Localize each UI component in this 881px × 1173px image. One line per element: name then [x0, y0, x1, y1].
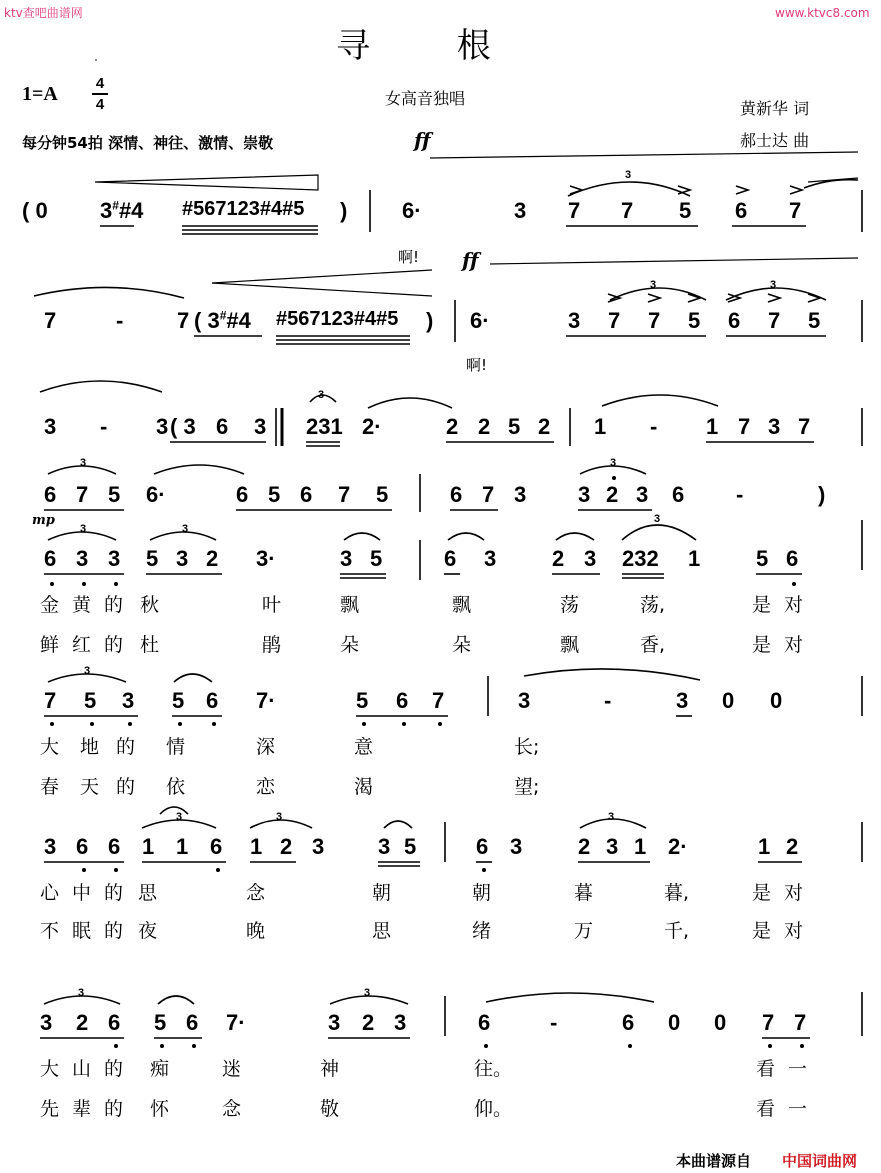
lyric-char: 痴 [150, 1058, 170, 1080]
lyric-char: 一 [788, 1058, 808, 1080]
lyric-char: 金 [40, 594, 60, 616]
note: 7 [432, 688, 445, 713]
note: 6 [396, 688, 409, 713]
note: 6 [444, 546, 457, 571]
slur [384, 821, 412, 828]
lyric-char: 万 [574, 920, 594, 942]
lyric-char: 晚 [246, 920, 266, 942]
lyric-char: 敬 [320, 1098, 340, 1120]
time-signature [92, 76, 108, 112]
slur [310, 395, 336, 402]
slur [344, 533, 380, 540]
time-signature-bottom: 4 [95, 96, 105, 113]
note: 5 [404, 834, 417, 859]
key-signature: 1=A [22, 83, 58, 105]
note: 5 [84, 688, 97, 713]
lyric-char: 先 [40, 1098, 60, 1120]
lyric-char: 仰。 [474, 1098, 513, 1120]
footer-source: 本曲谱源自 [676, 1152, 752, 1170]
slur [330, 996, 408, 1004]
note: 6 [728, 308, 741, 333]
lyric-char: 对 [784, 920, 804, 942]
note-run: #567123#4#5 [182, 198, 305, 220]
lyric-char: 地 [80, 736, 100, 758]
lyric-char: 朵 [452, 634, 472, 656]
note: 2 [76, 1010, 89, 1035]
slur [150, 532, 216, 540]
lyric-char: 荡, [640, 594, 666, 616]
lyric-char: 的 [116, 776, 136, 798]
note: 0 [714, 1010, 727, 1035]
note: 2 [206, 546, 219, 571]
slur [556, 533, 594, 540]
note: 7 [789, 198, 802, 223]
note: 1 [688, 546, 701, 571]
slur [48, 532, 116, 540]
note: 3 [636, 482, 649, 507]
slur [448, 533, 484, 540]
lyric-char: 荡 [560, 594, 580, 616]
note: 3 [176, 546, 189, 571]
performance-note: 女高音独唱 [385, 89, 466, 108]
lyric-char: 夜 [138, 920, 158, 942]
slur [726, 288, 826, 300]
lyric-char: 情 [166, 736, 186, 758]
lyric-char: 的 [104, 634, 124, 656]
note: 6 [735, 198, 748, 223]
time-signature-top: 4 [95, 75, 105, 92]
lyric-char: 长; [514, 736, 540, 758]
note: 7 [338, 482, 351, 507]
note: 6 [76, 834, 89, 859]
lyric-char: 渴 [354, 776, 374, 798]
note: 2 [362, 1010, 375, 1035]
svg-text:3: 3 [276, 811, 283, 823]
note: 3 [568, 308, 581, 333]
note: 6 [478, 1010, 491, 1035]
lyric-char: 的 [104, 1058, 124, 1080]
note: 7 [44, 688, 57, 713]
note: 6 [44, 546, 57, 571]
note: 7 [621, 198, 634, 223]
note: 3 [518, 688, 531, 713]
note: 6 [476, 834, 489, 859]
lyric-char: 念 [222, 1098, 242, 1120]
slur [804, 180, 858, 188]
note: 5 [370, 546, 383, 571]
lyric-char: 千, [664, 920, 690, 942]
note: ( 3 [194, 308, 220, 333]
lyric-char: 红 [72, 634, 92, 656]
lyric-char: 春 [40, 776, 60, 798]
time-signature-bar [92, 93, 108, 95]
note: 3 [122, 688, 135, 713]
note: 5 [108, 482, 121, 507]
slur [610, 288, 706, 300]
lyric-char: 叶 [262, 594, 282, 616]
lyric-line-1a [40, 590, 59, 617]
lyric-char: 怀 [150, 1098, 170, 1120]
note: #4 [118, 198, 144, 223]
note: 7· [226, 1010, 246, 1035]
lyric-char: 思 [372, 920, 392, 942]
lyric-char: 杜 [140, 634, 160, 656]
note: 2 [578, 834, 591, 859]
exclaim-2: 啊! [466, 356, 488, 374]
note: 1 [250, 834, 263, 859]
note: #4 [226, 308, 251, 333]
lyric-char: 念 [246, 882, 266, 904]
lyric-char: 是 [752, 634, 772, 656]
note: 7 [44, 308, 57, 333]
lyric-char: 辈 [72, 1098, 92, 1120]
note: 7 [798, 414, 811, 439]
slur [154, 465, 244, 474]
slur [580, 819, 646, 828]
note: 6 [622, 1010, 635, 1035]
note: 3 [484, 546, 497, 571]
note: 7 [568, 198, 581, 223]
lyric-char: 看 [756, 1058, 776, 1080]
note: 3 [156, 414, 169, 439]
note: - [604, 688, 612, 713]
slur [158, 996, 194, 1004]
slur [34, 287, 184, 298]
lyric-char: 迷 [222, 1058, 242, 1080]
note: 7· [256, 688, 276, 713]
slur [250, 820, 312, 828]
svg-text:3: 3 [80, 457, 87, 469]
note: 6 [108, 1010, 121, 1035]
note: 5 [268, 482, 281, 507]
note: 7 [608, 308, 621, 333]
lyric-char: 恋 [256, 776, 276, 798]
lyric-char: 对 [784, 594, 804, 616]
note: - [100, 414, 108, 439]
note: 1 [594, 414, 607, 439]
lyric-char: 望; [514, 776, 540, 798]
note: 5 [376, 482, 389, 507]
lyric-char: 的 [116, 736, 136, 758]
note: 5 [356, 688, 369, 713]
note: ( 0 [22, 198, 48, 223]
svg-text:3: 3 [182, 523, 189, 535]
note: 3 [378, 834, 391, 859]
note: - [116, 308, 124, 333]
crescendo-hairpin [95, 175, 318, 190]
note: 3 [44, 414, 57, 439]
lyric-char: 的 [104, 920, 124, 942]
note: 6 [216, 414, 229, 439]
lyric-char: 对 [784, 634, 804, 656]
note: 6 [210, 834, 223, 859]
lyric-char: 大 [40, 1058, 60, 1080]
note: 1 [634, 834, 647, 859]
note: 7 [768, 308, 781, 333]
lyric-char: 朵 [340, 634, 360, 656]
lyric-char: 深 [256, 736, 276, 758]
note: 0 [722, 688, 735, 713]
note: 6 [300, 482, 313, 507]
lyric-char: 鹃 [262, 634, 282, 656]
note: 7 [738, 414, 751, 439]
note: 6 [186, 1010, 199, 1035]
slur [160, 807, 188, 814]
note: 3 [254, 414, 267, 439]
row1-notes [22, 198, 48, 224]
lyric-char: 天 [80, 776, 100, 798]
lyric-char: 的 [104, 594, 124, 616]
note: 3 [514, 198, 527, 223]
slur [48, 466, 116, 474]
svg-text:3: 3 [84, 665, 91, 677]
slur [602, 395, 718, 406]
note: 3 [676, 688, 689, 713]
note: 3 [312, 834, 325, 859]
footer-brand: 中国词曲网 [782, 1152, 858, 1170]
lyric-char: 大 [40, 736, 60, 758]
lyric-char: 飘 [452, 594, 472, 616]
lyric-char: 山 [72, 1058, 92, 1080]
note: 3· [256, 546, 276, 571]
lyric-char: 朝 [472, 882, 492, 904]
svg-text:3: 3 [608, 811, 615, 823]
watermark-left: ktv查吧曲谱网 [4, 6, 83, 20]
note: 0 [770, 688, 783, 713]
lyric-char: 意 [354, 736, 374, 758]
lyric-char: 绪 [472, 920, 492, 942]
note: 7 [794, 1010, 807, 1035]
slur [44, 996, 120, 1004]
note: 5 [808, 308, 821, 333]
note: 2· [362, 414, 382, 439]
note: 7 [762, 1010, 775, 1035]
lyricist: 黄新华 词 [740, 99, 810, 118]
note: 2 [606, 482, 619, 507]
slur [48, 674, 126, 682]
slur [142, 820, 216, 828]
lyric-char: 思 [138, 882, 158, 904]
note: 7 [482, 482, 495, 507]
dynamic-ff-1: ff [414, 128, 431, 152]
note: 232 [622, 546, 659, 571]
crescendo-line [430, 152, 858, 158]
note: - [550, 1010, 558, 1035]
tempo-marking: 每分钟54拍 深情、神往、激情、崇敬 [22, 134, 274, 152]
note: 3 [514, 482, 527, 507]
lyric-char: 往。 [474, 1058, 513, 1080]
lyric-char: 飘 [340, 594, 360, 616]
lyric-char: 依 [166, 776, 186, 798]
lyric-char: 的 [104, 882, 124, 904]
note: 5 [146, 546, 159, 571]
svg-text:3: 3 [318, 389, 325, 401]
note: 231 [306, 414, 343, 439]
slur [486, 993, 654, 1002]
note: 1 [142, 834, 155, 859]
note: - [736, 482, 744, 507]
note: 3 [584, 546, 597, 571]
note: 1 [758, 834, 771, 859]
note: 5 [688, 308, 701, 333]
lyric-char: 一 [788, 1098, 808, 1120]
note: 5 [756, 546, 769, 571]
svg-text:3: 3 [625, 169, 632, 181]
lyric-char: 飘 [560, 634, 580, 656]
note-run: #567123#4#5 [276, 308, 399, 330]
note: 5 [154, 1010, 167, 1035]
slur [368, 398, 452, 408]
note: 3 [100, 198, 113, 223]
slur [174, 674, 212, 682]
lyric-char: 暮, [664, 882, 690, 904]
note: 3 [76, 546, 89, 571]
note: 6 [236, 482, 249, 507]
svg-text:3: 3 [78, 987, 85, 999]
note: 2· [668, 834, 688, 859]
svg-text:3: 3 [650, 279, 657, 291]
note: ) [340, 198, 348, 223]
dynamic-ff-2: ff [462, 248, 479, 272]
lyric-char: 暮 [574, 882, 594, 904]
note: 5 [172, 688, 185, 713]
lyric-char: 神 [320, 1058, 340, 1080]
note: - [650, 414, 658, 439]
note: 3 [108, 546, 121, 571]
note: 5 [679, 198, 692, 223]
lyric-char: 是 [752, 594, 772, 616]
svg-text:3: 3 [80, 523, 87, 535]
note: 6· [470, 308, 490, 333]
note: 6 [786, 546, 799, 571]
lyric-char: 眠 [72, 920, 92, 942]
note: ( 3 [170, 414, 196, 439]
note: 3 [510, 834, 523, 859]
lyric-char: 秋 [140, 594, 160, 616]
note: 3 [394, 1010, 407, 1035]
svg-text:3: 3 [770, 279, 777, 291]
note: 2 [538, 414, 551, 439]
note: ) [818, 482, 826, 507]
note: 6· [402, 198, 422, 223]
song-title: 寻 根 [336, 26, 529, 66]
exclaim-1: 啊! [398, 248, 420, 266]
note: 7 [177, 308, 190, 333]
lyric-char: 看 [756, 1098, 776, 1120]
lyric-char: 鲜 [40, 634, 60, 656]
note: 0 [668, 1010, 681, 1035]
note: 2 [446, 414, 459, 439]
watermark-right: www.ktvc8.com [775, 6, 870, 20]
note: 6 [672, 482, 685, 507]
slur [40, 381, 162, 392]
composer: 郝士达 曲 [740, 131, 810, 150]
svg-text:3: 3 [176, 811, 183, 823]
note: 2 [552, 546, 565, 571]
note: 3 [578, 482, 591, 507]
slur [622, 525, 696, 540]
lyric-char: 心 [40, 882, 60, 904]
note: 3 [340, 546, 353, 571]
note: 2 [786, 834, 799, 859]
lyric-char: 是 [752, 882, 772, 904]
lyric-char: 朝 [372, 882, 392, 904]
svg-text:3: 3 [610, 457, 617, 469]
dynamic-mp: mp [32, 513, 55, 528]
note: 6· [146, 482, 166, 507]
crescendo-hairpin [212, 270, 432, 283]
note: 7 [76, 482, 89, 507]
note: 6 [206, 688, 219, 713]
note: 6 [450, 482, 463, 507]
note: 6 [44, 482, 57, 507]
lyric-char: 是 [752, 920, 772, 942]
note: 3 [606, 834, 619, 859]
svg-text:3: 3 [654, 513, 661, 525]
slur [568, 182, 690, 196]
note: ) [426, 308, 434, 333]
note: 3 [40, 1010, 53, 1035]
lyric-char: 黄 [72, 594, 92, 616]
note: 2 [280, 834, 293, 859]
note: 1 [176, 834, 189, 859]
lyric-char: 不 [40, 920, 60, 942]
lyric-char: 对 [784, 882, 804, 904]
note: 3 [44, 834, 57, 859]
svg-text:3: 3 [364, 987, 371, 999]
note: 6 [108, 834, 121, 859]
accent [570, 186, 582, 194]
note: 3 [328, 1010, 341, 1035]
lyric-char: 香, [640, 634, 666, 656]
note: 5 [508, 414, 521, 439]
note: 3 [768, 414, 781, 439]
note: 7 [648, 308, 661, 333]
note: 1 [706, 414, 719, 439]
lyric-char: 中 [72, 882, 92, 904]
note: 2 [478, 414, 491, 439]
slur [580, 466, 646, 474]
lyric-char: 的 [104, 1098, 124, 1120]
slur [524, 669, 700, 680]
